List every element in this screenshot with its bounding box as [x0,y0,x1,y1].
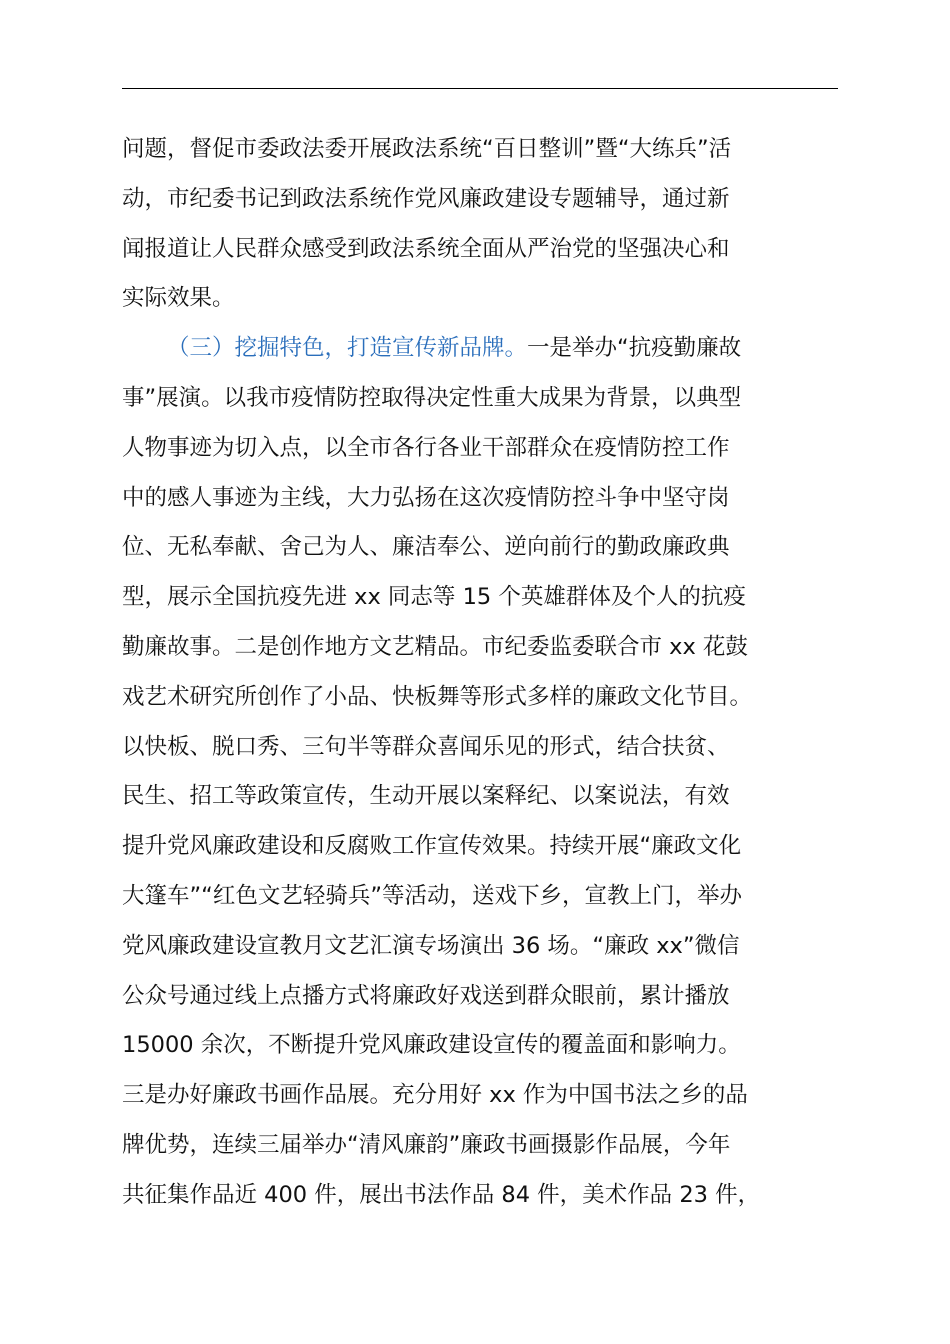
text-line: 中的感人事迹为主线，大力弘扬在这次疫情防控斗争中坚守岗 [122,484,730,511]
text-line: 型，展示全国抗疫先进 xx 同志等 15 个英雄群体及个人的抗疫 [122,584,746,611]
paragraph-first-line [122,324,842,374]
text-line: 三是办好廉政书画作品展。充分用好 xx 作为中国书法之乡的品 [122,1082,748,1109]
text-line: 戏艺术研究所创作了小品、快板舞等形式多样的廉政文化节目。 [122,683,753,710]
text-line: 勤廉故事。二是创作地方文艺精品。市纪委监委联合市 xx 花鼓 [122,633,748,660]
text-line: 公众号通过线上点播方式将廉政好戏送到群众眼前，累计播放 [122,982,730,1009]
text-segment: 一是举办“抗疫勤廉故 [527,335,742,362]
paragraph-1 [122,125,842,324]
text-line: 15000 余次，不断提升党风廉政建设宣传的覆盖面和影响力。 [122,1032,741,1059]
body-text [122,125,842,1221]
text-line: 事”展演。以我市疫情防控取得决定性重大成果为背景，以典型 [122,384,742,411]
text-line: 提升党风廉政建设和反腐败工作宣传效果。持续开展“廉政文化 [122,833,742,860]
header-rule [122,88,838,89]
text-line: 共征集作品近 400 件，展出书法作品 84 件，美术作品 23 件， [122,1181,761,1208]
text-line: 人物事迹为切入点，以全市各行各业干部群众在疫情防控工作 [122,434,730,461]
text-line: 实际效果。 [122,285,235,312]
text-line: 问题，督促市委政法委开展政法系统“百日整训”暨“大练兵”活 [122,136,732,162]
text-line: 牌优势，连续三届举办“清风廉韵”廉政书画摄影作品展，今年 [122,1131,731,1158]
section-heading: （三）挖掘特色，打造宣传新品牌。 [167,335,528,362]
text-line: 闻报道让人民群众感受到政法系统全面从严治党的坚强决心和 [122,235,730,262]
text-line: 位、无私奉献、舍己为人、廉洁奉公、逆向前行的勤政廉政典 [122,534,730,561]
text-line: 大篷车”“红色文艺轻骑兵”等活动，送戏下乡，宣教上门，举办 [122,882,742,909]
text-line: 民生、招工等政策宣传，生动开展以案释纪、以案说法，有效 [122,783,730,810]
text-line: 党风廉政建设宣教月文艺汇演专场演出 36 场。“廉政 xx”微信 [122,932,740,959]
paragraph-2 [122,324,842,1220]
text-line: 以快板、脱口秀、三句半等群众喜闻乐见的形式，结合扶贫、 [122,733,730,760]
text-line: 动，市纪委书记到政法系统作党风廉政建设专题辅导，通过新 [122,185,730,212]
